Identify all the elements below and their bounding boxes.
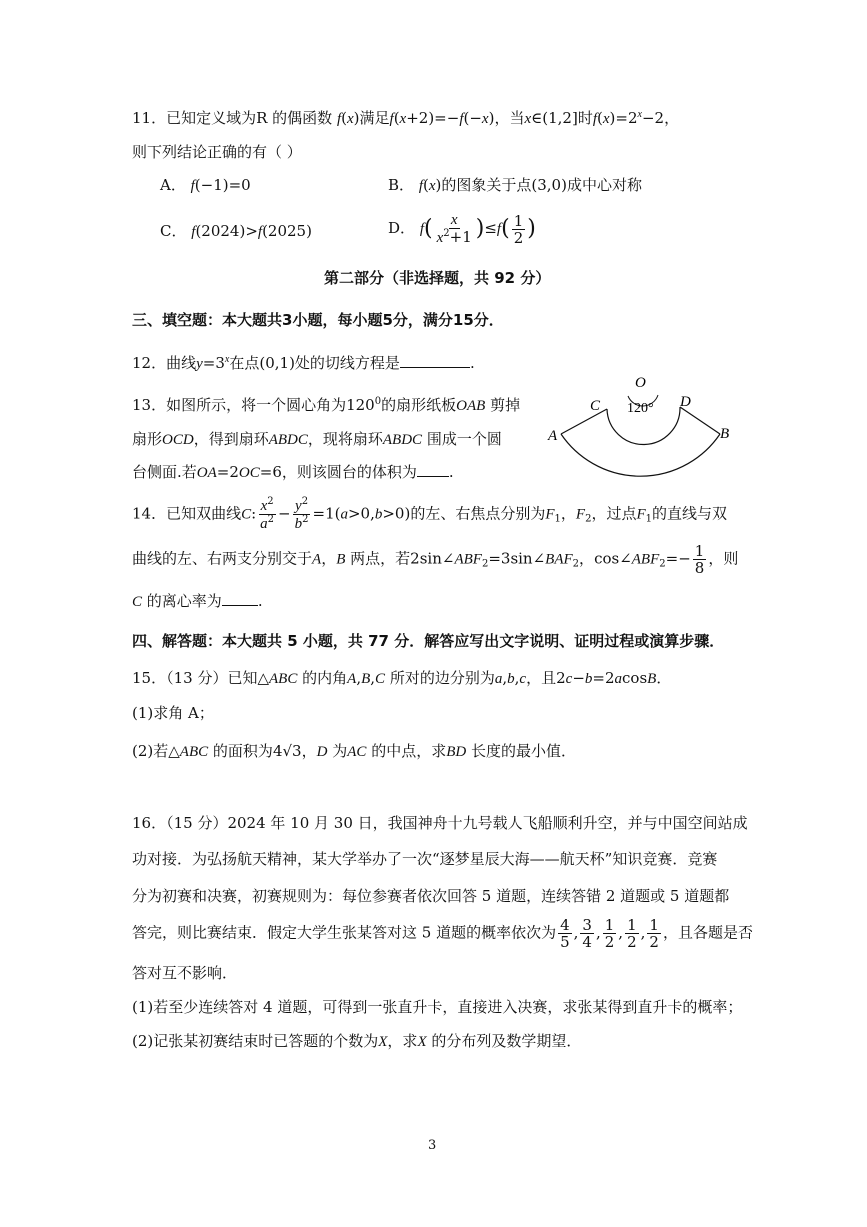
q11-option-b: B． f(x)的图象关于点(3,0)成中心对称: [388, 176, 642, 194]
label-b: B: [720, 426, 730, 442]
q16-line3: 分为初赛和决赛，初赛规则为：每位参赛者依次回答 5 道题，连续答错 2 道题或 5 道题都: [132, 887, 730, 905]
q14-line2: 曲线的左、右两支分别交于A，B 两点，若$2\sin\angle ABF_2=3\sin\angle BAF_2$，$\cos\angle ABF_2=-$ $\frac{1}{8}$ ，则: [132, 542, 739, 577]
q16-line1: 16．（15 分）2024 年 10 月 30 日，我国神舟十九号载人飞船顺利升空，并与中国空间站成: [132, 814, 748, 832]
q11-option-d: D． f( $\frac{x}{x^2+1}$ )≤f( $\frac{1}{2}$ ): [388, 211, 536, 247]
q14-line3: C 的离心率为 .: [132, 592, 263, 610]
q15-part2: (2)若△ABC 的面积为4√3，D 为AC 的中点，求BD 长度的最小值．: [132, 742, 577, 760]
q13-line3: 台侧面.若OA=2OC=6，则该圆台的体积为 .: [132, 463, 454, 481]
page-number: 3: [428, 1138, 437, 1153]
q16-line4: 答完，则比赛结束．假定大学生张某答对这 5 道题的概率依次为 $\frac{4}{5}$ , $\frac{3}{4}$ , $\frac{1}{2}$ , $\frac{1}{2}$ , $\frac{1}{2}$ ，且各题是否: [132, 916, 753, 951]
label-d: D: [680, 394, 691, 410]
section3-header: 三、填空题：本大题共3小题，每小题5分，满分15分．: [132, 311, 504, 329]
q13-line2: 扇形OCD，得到扇环ABDC，现将扇环ABDC 围成一个圆: [132, 430, 502, 448]
q16-part1: (1)若至少连续答对 4 道题，可得到一张直升卡，直接进入决赛，求张某得到直升卡的概率；: [132, 998, 743, 1016]
sector-ring-figure: [540, 370, 740, 490]
label-o: O: [635, 375, 646, 391]
segment-db: [680, 407, 720, 434]
q14-answer-blank[interactable]: [222, 591, 258, 606]
outer-arc-ab: [561, 434, 720, 476]
q11-line2: 则下列结论正确的有（ ）: [132, 143, 302, 161]
q15-line1: 15．（13 分）已知△ABC 的内角A,B,C 所对的边分别为a,b,c，且2c−b=2acosB．: [132, 669, 672, 687]
label-c: C: [590, 398, 601, 414]
section4-header: 四、解答题：本大题共 5 小题，共 77 分．解答应写出文字说明、证明过程或演算步骤．: [132, 632, 725, 650]
q12-answer-blank[interactable]: [400, 353, 470, 368]
label-a: A: [548, 428, 558, 444]
q11-line1: 11．已知定义域为R 的偶函数 f(x)满足f(x+2)=−f(−x)，当x∈(1,2]时$f(x)=2^x-2$，: [132, 109, 680, 127]
q13-answer-blank[interactable]: [417, 462, 449, 477]
q14-line1: 14．已知双曲线C: $\frac{x^2}{a^2}$ − $\frac{y^2}{b^2}$ =1(a>0,b>0)的左、右焦点分别为$F_1$，$F_2$，过点$F_1$的直线与双: [132, 496, 728, 532]
label-angle: 120°: [627, 401, 654, 416]
q16-part2: (2)记张某初赛结束时已答题的个数为X，求X 的分布列及数学期望．: [132, 1032, 582, 1050]
part2-title: 第二部分（非选择题，共 92 分）: [324, 269, 551, 287]
segment-ac: [561, 409, 607, 434]
q16-line2: 功对接．为弘扬航天精神，某大学举办了一次“逐梦星辰大海——航天杯”知识竞赛．竞赛: [132, 850, 718, 868]
q13-line1: 13．如图所示，将一个圆心角为$120^0$的扇形纸板OAB 剪掉: [132, 396, 521, 414]
q12: 12．曲线$y=3^x$在点(0,1)处的切线方程是 .: [132, 354, 475, 372]
q11-option-c: C． f(2024)>f(2025): [160, 222, 312, 240]
q16-line5: 答对互不影响．: [132, 964, 238, 982]
q11-option-a: A． f(−1)=0: [160, 176, 251, 194]
q15-part1: (1)求角 A；: [132, 704, 214, 722]
